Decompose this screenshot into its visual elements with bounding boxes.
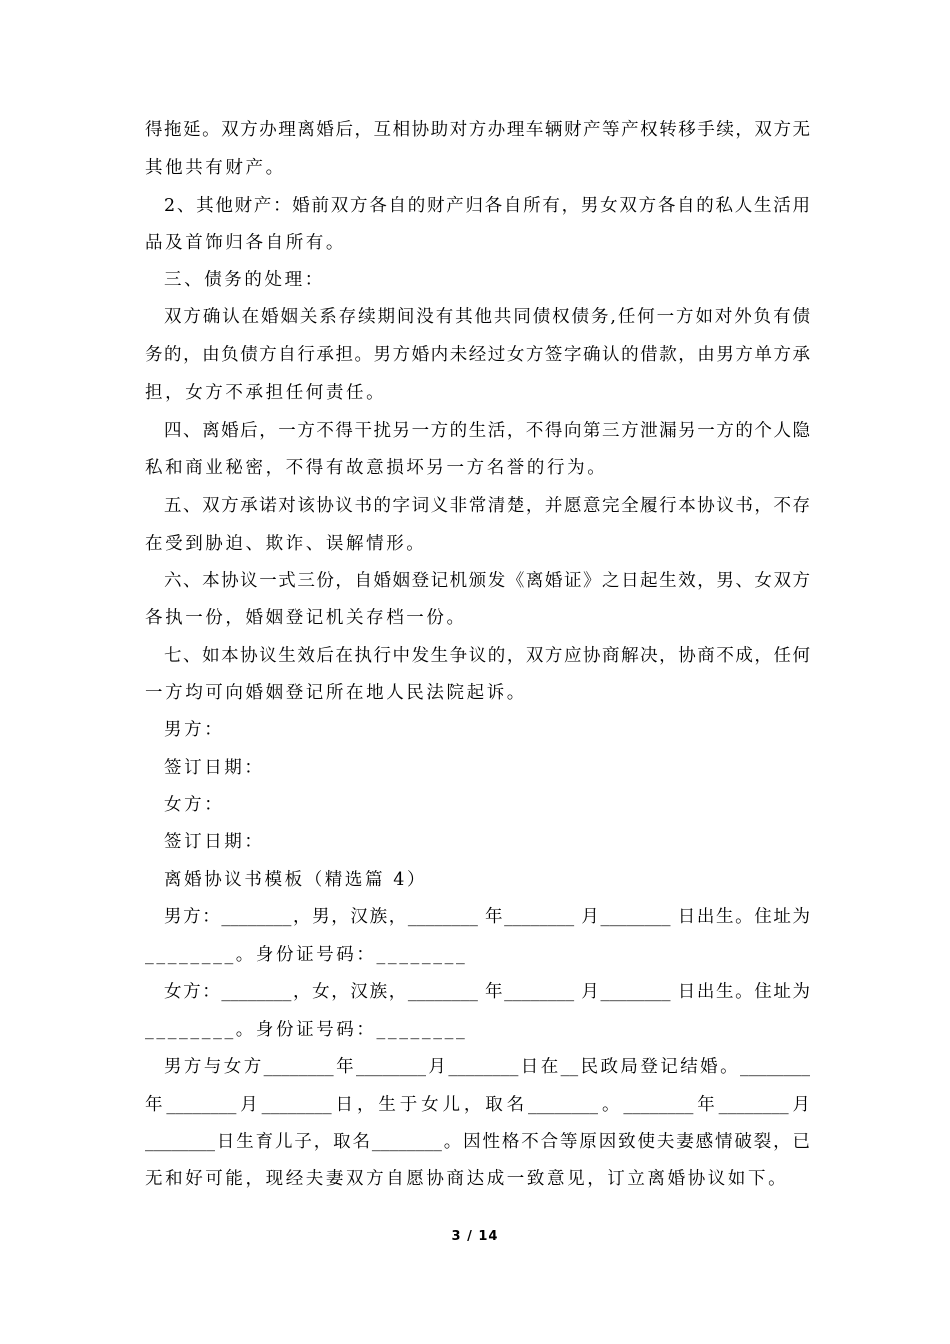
paragraph-line: 七、如本协议生效后在执行中发生争议的，双方应协商解决，协商不成，任何 — [164, 646, 810, 666]
paragraph-line: 私和商业秘密，不得有故意损坏另一方名誉的行为。 — [145, 458, 608, 478]
paragraph-line: 在受到胁迫、欺诈、误解情形。 — [145, 534, 427, 554]
signature-label-female: 女方： — [164, 795, 225, 815]
paragraph-line: 年________月________日，生于女儿，取名________。________年________月 — [145, 1095, 810, 1115]
paragraph-line: 得拖延。双方办理离婚后，互相协助对方办理车辆财产等产权转移手续，双方无 — [145, 120, 810, 140]
paragraph-line: 六、本协议一式三份，自婚姻登记机颁发《离婚证》之日起生效，男、女双方 — [164, 571, 810, 591]
signature-date-label: 签订日期： — [164, 832, 265, 852]
paragraph-line: ________。身份证号码：________ — [145, 945, 468, 965]
paragraph-line: 无和好可能，现经夫妻双方自愿协商达成一致意见，订立离婚协议如下。 — [145, 1169, 789, 1189]
paragraph-line: 双方确认在婚姻关系存续期间没有其他共同债权债务,任何一方如对外负有债 — [164, 307, 810, 327]
paragraph-line: 各执一份，婚姻登记机关存档一份。 — [145, 608, 467, 628]
paragraph-line: 品及首饰归各自所有。 — [145, 233, 346, 253]
paragraph-line: 务的，由负债方自行承担。男方婚内未经过女方签字确认的借款，由男方单方承 — [145, 345, 810, 365]
signature-label-male: 男方： — [164, 720, 225, 740]
paragraph-line: 担，女方不承担任何责任。 — [145, 383, 387, 403]
paragraph-line: 男方：________，男，汉族，________ 年________ 月________ 日出生。住址为 — [164, 907, 810, 927]
paragraph-line: 2、其他财产：婚前双方各自的财产归各自所有，男女双方各自的私人生活用 — [164, 196, 810, 216]
page-number: 3 / 14 — [451, 1229, 499, 1244]
paragraph-line: 一方均可向婚姻登记所在地人民法院起诉。 — [145, 683, 527, 703]
paragraph-line: 男方与女方________年________月________日在__民政局登记结婚。________ — [164, 1057, 810, 1077]
template-title: 离婚协议书模板（精选篇 4） — [164, 870, 428, 890]
paragraph-line: ________日生育儿子，取名________。因性格不合等原因致使夫妻感情破裂，已 — [145, 1132, 810, 1152]
paragraph-line: ________。身份证号码：________ — [145, 1020, 468, 1040]
paragraph-line: 其他共有财产。 — [145, 158, 286, 178]
paragraph-line: 五、双方承诺对该协议书的字词义非常清楚，并愿意完全履行本协议书，不存 — [164, 496, 810, 516]
section-heading: 三、债务的处理： — [164, 270, 325, 290]
signature-date-label: 签订日期： — [164, 758, 265, 778]
paragraph-line: 四、离婚后，一方不得干扰另一方的生活，不得向第三方泄漏另一方的个人隐 — [164, 421, 810, 441]
paragraph-line: 女方：________，女，汉族，________ 年________ 月________ 日出生。住址为 — [164, 982, 810, 1002]
